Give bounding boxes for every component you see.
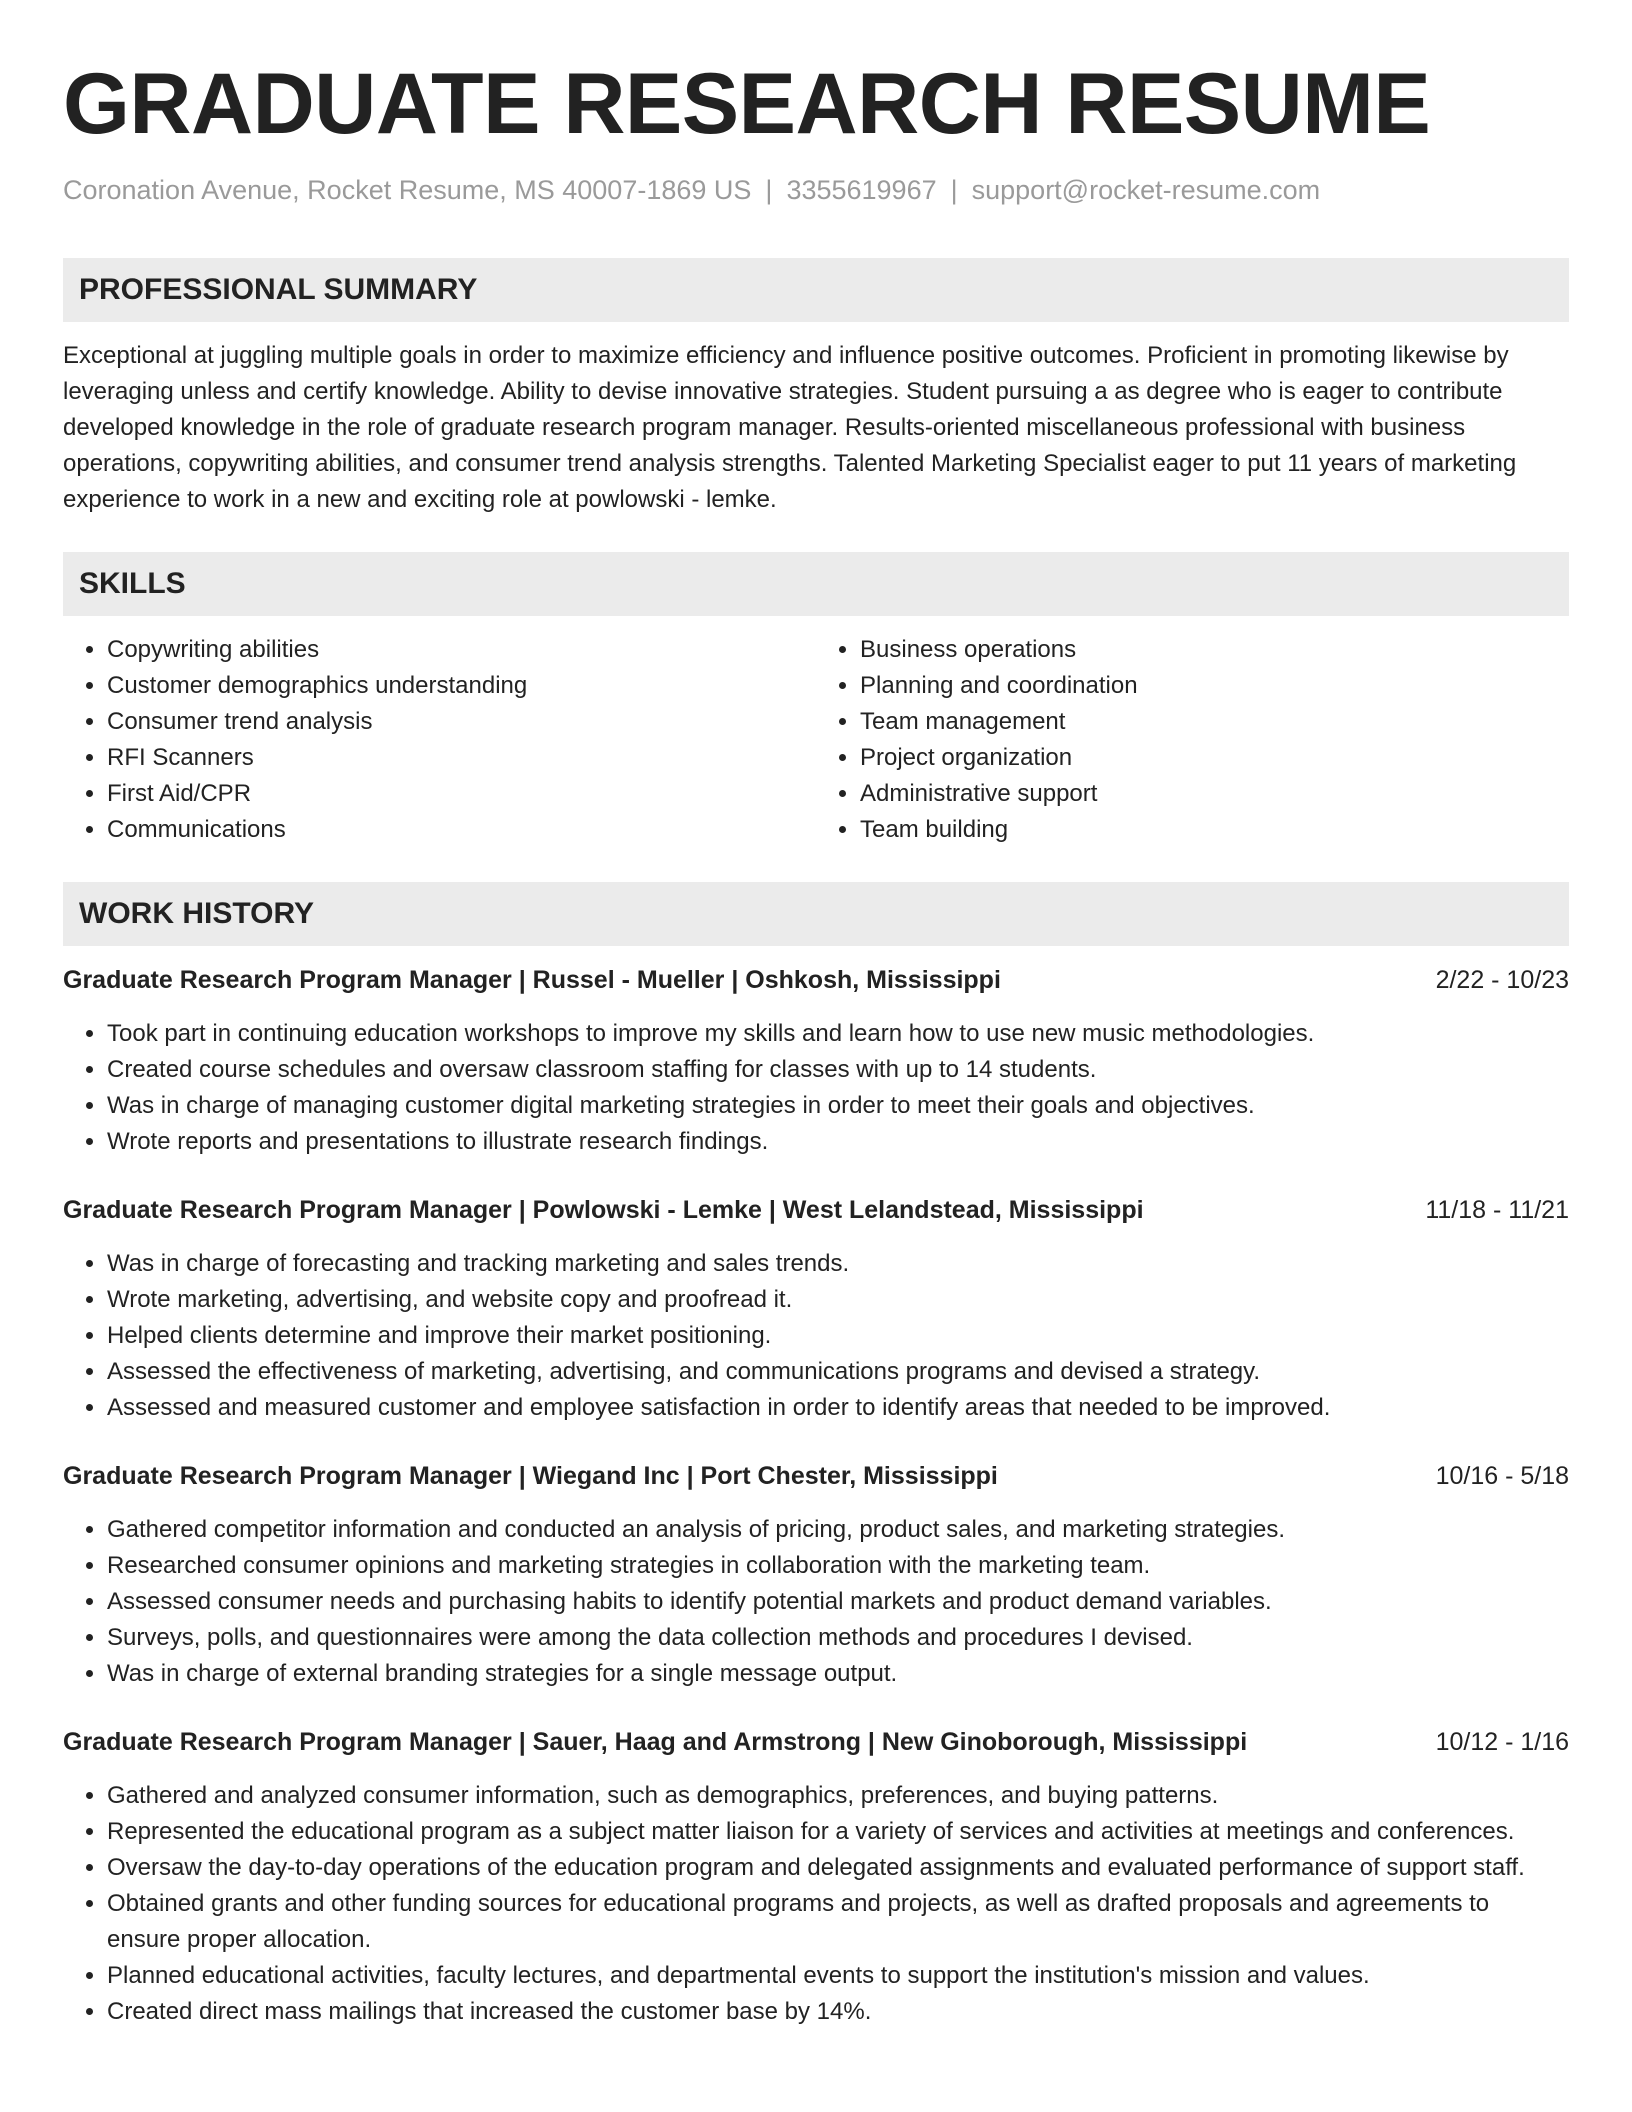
job-header (63, 962, 1569, 998)
job-bullet: • Created direct mass mailings that increased the customer base by 14%. (107, 1994, 1569, 2030)
job-bullet: • Planned educational activities, faculty lectures, and departmental events to support the institution's mission and values. (107, 1958, 1569, 1994)
job-bullet: • Took part in continuing education workshops to improve my skills and learn how to use new music methodologies. (107, 1016, 1569, 1052)
summary-text: Exceptional at juggling multiple goals in order to maximize efficiency and influence positive outcomes. Proficient in promoting likewise by leveraging unless and certify knowledge. Ability to devise innovative strategies. Student pursuing a as degree who is eager to contribute developed knowledge in the role of graduate research program manager. Results-oriented miscellaneous professional with business operations, copywriting abilities, and consumer trend analysis strengths. Talented Marketing Specialist eager to put 11 years of marketing experience to work in a new and exciting role at powlowski - lemke. (63, 342, 1517, 513)
contact-phone: 3355619967 (786, 175, 937, 205)
job-bullet: • Represented the educational program as a subject matter liaison for a variety of services and activities at meetings and conferences. (107, 1814, 1569, 1850)
job-entry (63, 1724, 1569, 2030)
job-bullet: • Wrote marketing, advertising, and website copy and proofread it. (107, 1282, 1569, 1318)
skill-item: • Administrative support (860, 776, 1569, 812)
skill-item: • Customer demographics understanding (107, 668, 816, 704)
section-header-skills: SKILLS (63, 552, 1569, 616)
job-bullet: • Surveys, polls, and questionnaires were among the data collection methods and procedures I devised. (107, 1620, 1569, 1656)
skill-item: • Planning and coordination (860, 668, 1569, 704)
skill-item: • RFI Scanners (107, 740, 816, 776)
job-bullets (63, 1778, 1569, 2030)
job-bullets (63, 1512, 1569, 1692)
skill-item: • Communications (107, 812, 816, 848)
job-bullet: • Gathered competitor information and conducted an analysis of pricing, product sales, and marketing strategies. (107, 1512, 1569, 1548)
job-entry (63, 1458, 1569, 1692)
job-header (63, 1192, 1569, 1228)
skill-item: • Team management (860, 704, 1569, 740)
job-entry (63, 962, 1569, 1160)
job-dates: 10/12 - 1/16 (1435, 1728, 1569, 1756)
job-bullet: • Oversaw the day-to-day operations of the education program and delegated assignments and evaluated performance of support staff. (107, 1850, 1569, 1886)
contact-email: support@rocket-resume.com (971, 175, 1321, 205)
skill-item: • Project organization (860, 740, 1569, 776)
job-dates: 10/16 - 5/18 (1435, 1462, 1569, 1490)
job-title: Graduate Research Program Manager | Sauer, Haag and Armstrong | New Ginoborough, Mississippi (63, 1728, 1248, 1756)
job-header (63, 1458, 1569, 1494)
job-title: Graduate Research Program Manager | Wiegand Inc | Port Chester, Mississippi (63, 1462, 998, 1490)
job-bullet: • Gathered and analyzed consumer information, such as demographics, preferences, and buying patterns. (107, 1778, 1569, 1814)
contact-address: Coronation Avenue, Rocket Resume, MS 40007-1869 US (63, 175, 752, 205)
job-bullet: • Was in charge of forecasting and tracking marketing and sales trends. (107, 1246, 1569, 1282)
skills-list (63, 632, 1569, 848)
job-bullet: • Was in charge of external branding strategies for a single message output. (107, 1656, 1569, 1692)
job-bullet: • Assessed the effectiveness of marketing, advertising, and communications programs and devised a strategy. (107, 1354, 1569, 1390)
job-dates: 11/18 - 11/21 (1425, 1196, 1569, 1224)
job-title: Graduate Research Program Manager | Powlowski - Lemke | West Lelandstead, Mississippi (63, 1196, 1144, 1224)
skill-item: • Team building (860, 812, 1569, 848)
job-bullet: • Assessed and measured customer and employee satisfaction in order to identify areas that needed to be improved. (107, 1390, 1569, 1426)
skill-item: • First Aid/CPR (107, 776, 816, 812)
job-header (63, 1724, 1569, 1760)
job-bullets (63, 1246, 1569, 1426)
job-bullets (63, 1016, 1569, 1160)
resume-title: GRADUATE RESEARCH RESUME (63, 56, 1431, 152)
contact-separator: | (765, 175, 773, 205)
section-header-summary: PROFESSIONAL SUMMARY (63, 258, 1569, 322)
job-bullet: • Was in charge of managing customer digital marketing strategies in order to meet their goals and objectives. (107, 1088, 1569, 1124)
job-bullet: • Created course schedules and oversaw classroom staffing for classes with up to 14 students. (107, 1052, 1569, 1088)
job-bullet: • Obtained grants and other funding sources for educational programs and projects, as well as drafted proposals and agreements to ensure proper allocation. (107, 1886, 1569, 1958)
job-bullet: • Helped clients determine and improve their market positioning. (107, 1318, 1569, 1354)
job-dates: 2/22 - 10/23 (1435, 966, 1569, 994)
job-bullet: • Assessed consumer needs and purchasing habits to identify potential markets and product demand variables. (107, 1584, 1569, 1620)
section-header-work-history: WORK HISTORY (63, 882, 1569, 946)
skills-column-left (63, 632, 816, 848)
skills-column-right (816, 632, 1569, 848)
skill-item: • Copywriting abilities (107, 632, 816, 668)
contact-separator: | (950, 175, 958, 205)
job-title: Graduate Research Program Manager | Russel - Mueller | Oshkosh, Mississippi (63, 966, 1001, 994)
job-bullet: • Researched consumer opinions and marketing strategies in collaboration with the marketing team. (107, 1548, 1569, 1584)
skill-item: • Business operations (860, 632, 1569, 668)
skill-item: • Consumer trend analysis (107, 704, 816, 740)
contact-line (63, 172, 1569, 208)
job-bullet: • Wrote reports and presentations to illustrate research findings. (107, 1124, 1569, 1160)
job-entry (63, 1192, 1569, 1426)
